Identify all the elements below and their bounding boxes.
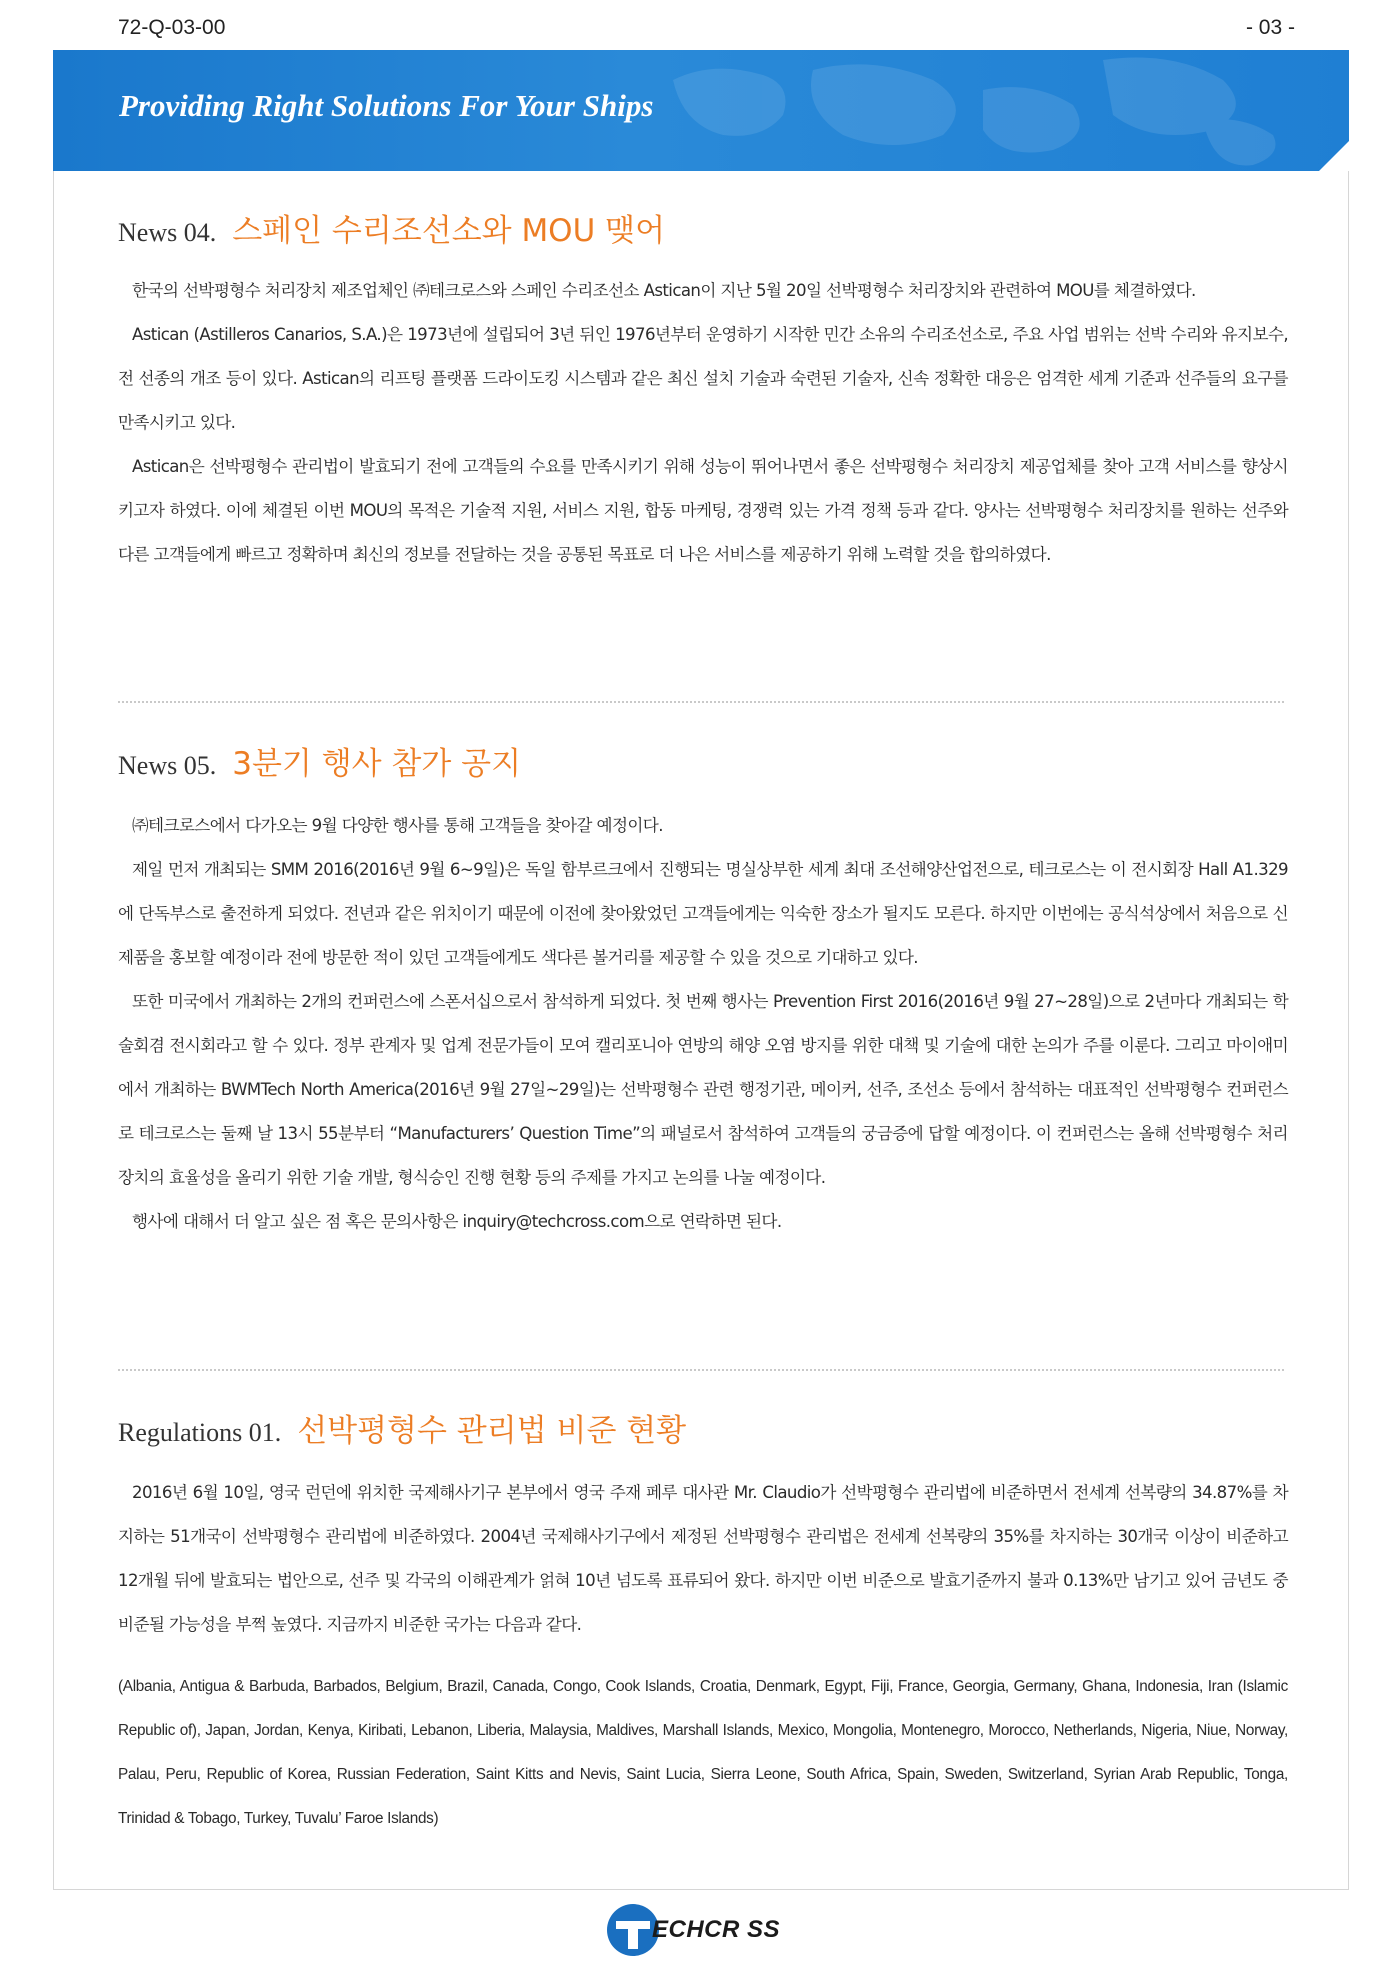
news-05-heading — [118, 738, 1288, 783]
regulations-01-paragraph: 2016년 6월 10일, 영국 런던에 위치한 국제해사기구 본부에서 영국 주재 페루 대사관 Mr. Claudio가 선박평형수 관리법에 비준하면서 전세계 선복량의 34.87%를 차지하는 51개국이 선박평형수 관리법에 비준하였다. 2004년 국제해사기구에서 제정된 선박평형수 관리법은 전세계 선복량의 35%를 차지하는 30개국 이상이 비준하고 12개월 뒤에 발효되는 법안으로, 선주 및 각국의 이해관계가 얽혀 10년 넘도록 표류되어 왔다. 하지만 이번 비준으로 발효기준까지 불과 0.13%만 남기고 있어 금년도 중 비준될 가능성을 부쩍 높였다. 지금까지 비준한 국가는 다음과 같다. — [118, 1483, 1288, 1634]
regulations-01-heading — [118, 1405, 1288, 1450]
page-curl-icon — [1319, 141, 1349, 171]
news-04-paragraph-3: Astican은 선박평형수 관리법이 발효되기 전에 고객들의 수요를 만족시키기 위해 성능이 뛰어나면서 좋은 선박평형수 처리장치 제공업체를 찾아 고객 서비스를 향상시키고자 하였다. 이에 체결된 이번 MOU의 목적은 기술적 지원, 서비스 지원, 합동 마케팅, 경쟁력 있는 가격 정책 등과 같다. 양사는 선박평형수 처리장치를 원하는 선주와 다른 고객들에게 빠르고 정확하며 최신의 정보를 전달하는 것을 공통된 목표로 더 나은 서비스를 제공하기 위해 노력할 것을 합의하였다. — [118, 457, 1288, 564]
header-banner — [53, 50, 1349, 171]
news-05-paragraph-3: 또한 미국에서 개최하는 2개의 컨퍼런스에 스폰서십으로서 참석하게 되었다. 첫 번째 행사는 Prevention First 2016(2016년 9월 27~28일)으로 2년마다 개최되는 학술회겸 전시회라고 할 수 있다. 정부 관계자 및 업계 전문가들이 모여 캘리포니아 연방의 해양 오염 방지를 위한 대책 및 기술에 대한 논의가 주를 이룬다. 그리고 마이애미에서 개최하는 BWMTech North America(2016년 9월 27일~29일)는 선박평형수 관련 행정기관, 메이커, 선주, 조선소 등에서 참석하는 대표적인 선박평형수 컨퍼런스로 테크로스는 둘째 날 13시 55분부터 “Manufacturers’ Question Time”의 패널로서 참석하여 고객들의 궁금증에 답할 예정이다. 이 컨퍼런스는 올해 선박평형수 처리장치의 효율성을 올리기 위한 기술 개발, 형식승인 진행 현황 등의 주제를 가지고 논의를 나눌 예정이다. — [118, 992, 1288, 1187]
ratified-countries-list: (Albania, Antigua & Barbuda, Barbados, Belgium, Brazil, Canada, Congo, Cook Islands, Croatia, Denmark, Egypt, Fiji, France, Georgia, Germany, Ghana, Indonesia, Iran (Islamic Republic of), Japan, Jordan, Kenya, Kiribati, Lebanon, Liberia, Malaysia, Maldives, Marshall Islands, Mexico, Mongolia, Montenegro, Morocco, Netherlands, Nigeria, Niue, Norway, Palau, Peru, Republic of Korea, Russian Federation, Saint Kitts and Nevis, Saint Lucia, Sierra Leone, South Africa, Spain, Sweden, Switzerland, Syrian Arab Republic, Tonga, Trinidad & Tobago, Turkey, Tuvalu’ Faroe Islands) — [118, 1678, 1288, 1827]
techcross-logo — [604, 1900, 780, 1960]
document-code: 72-Q-03-00 — [118, 16, 226, 39]
section-divider — [118, 701, 1284, 703]
news-04-heading — [118, 205, 1288, 250]
regulations-01-title: 선박평형수 관리법 비준 현황 — [297, 1413, 687, 1449]
news-05-paragraph-4: 행사에 대해서 더 알고 싶은 점 혹은 문의사항은 inquiry@techcross.com으로 연락하면 된다. — [132, 1212, 782, 1231]
news-05-title: 3분기 행사 참가 공지 — [232, 746, 522, 782]
news-05-label: News 05. — [118, 751, 217, 780]
techcross-logo-text: ECHCR SS — [652, 1916, 781, 1943]
news-04-section — [118, 205, 1288, 577]
regulations-01-section — [118, 1405, 1288, 1841]
news-05-paragraph-1: ㈜테크로스에서 다가오는 9월 다양한 행사를 통해 고객들을 찾아갈 예정이다. — [132, 816, 663, 835]
news-05-section — [118, 738, 1288, 1244]
news-04-paragraph-1: 한국의 선박평형수 처리장치 제조업체인 ㈜테크로스와 스페인 수리조선소 Astican이 지난 5월 20일 선박평형수 처리장치와 관련하여 MOU를 체결하였다. — [132, 281, 1196, 300]
news-05-paragraph-2: 제일 먼저 개최되는 SMM 2016(2016년 9월 6~9일)은 독일 함부르크에서 진행되는 명실상부한 세계 최대 조선해양산업전으로, 테크로스는 이 전시회장 Hall A1.329에 단독부스로 출전하게 되었다. 전년과 같은 위치이기 때문에 이전에 찾아왔었던 고객들에게는 익숙한 장소가 될지도 모른다. 하지만 이번에는 공식석상에서 처음으로 신제품을 홍보할 예정이라 전에 방문한 적이 있던 고객들에게도 색다른 볼거리를 제공할 수 있을 것으로 기대하고 있다. — [118, 860, 1288, 967]
news-04-label: News 04. — [118, 218, 217, 247]
section-divider — [118, 1369, 1284, 1371]
page-number: - 03 - — [1245, 16, 1295, 39]
news-04-paragraph-2: Astican (Astilleros Canarios, S.A.)은 1973년에 설립되어 3년 뒤인 1976년부터 운영하기 시작한 민간 소유의 수리조선소로, 주요 사업 범위는 선박 수리와 유지보수, 전 선종의 개조 등이 있다. Astican의 리프팅 플랫폼 드라이도킹 시스템과 같은 최신 설치 기술과 숙련된 기술자, 신속 정확한 대응은 엄격한 세계 기준과 선주들의 요구를 만족시키고 있다. — [118, 325, 1288, 432]
news-04-title: 스페인 수리조선소와 MOU 맺어 — [232, 213, 666, 249]
banner-title: Providing Right Solutions For Your Ships — [119, 88, 654, 123]
regulations-01-label: Regulations 01. — [118, 1418, 282, 1447]
